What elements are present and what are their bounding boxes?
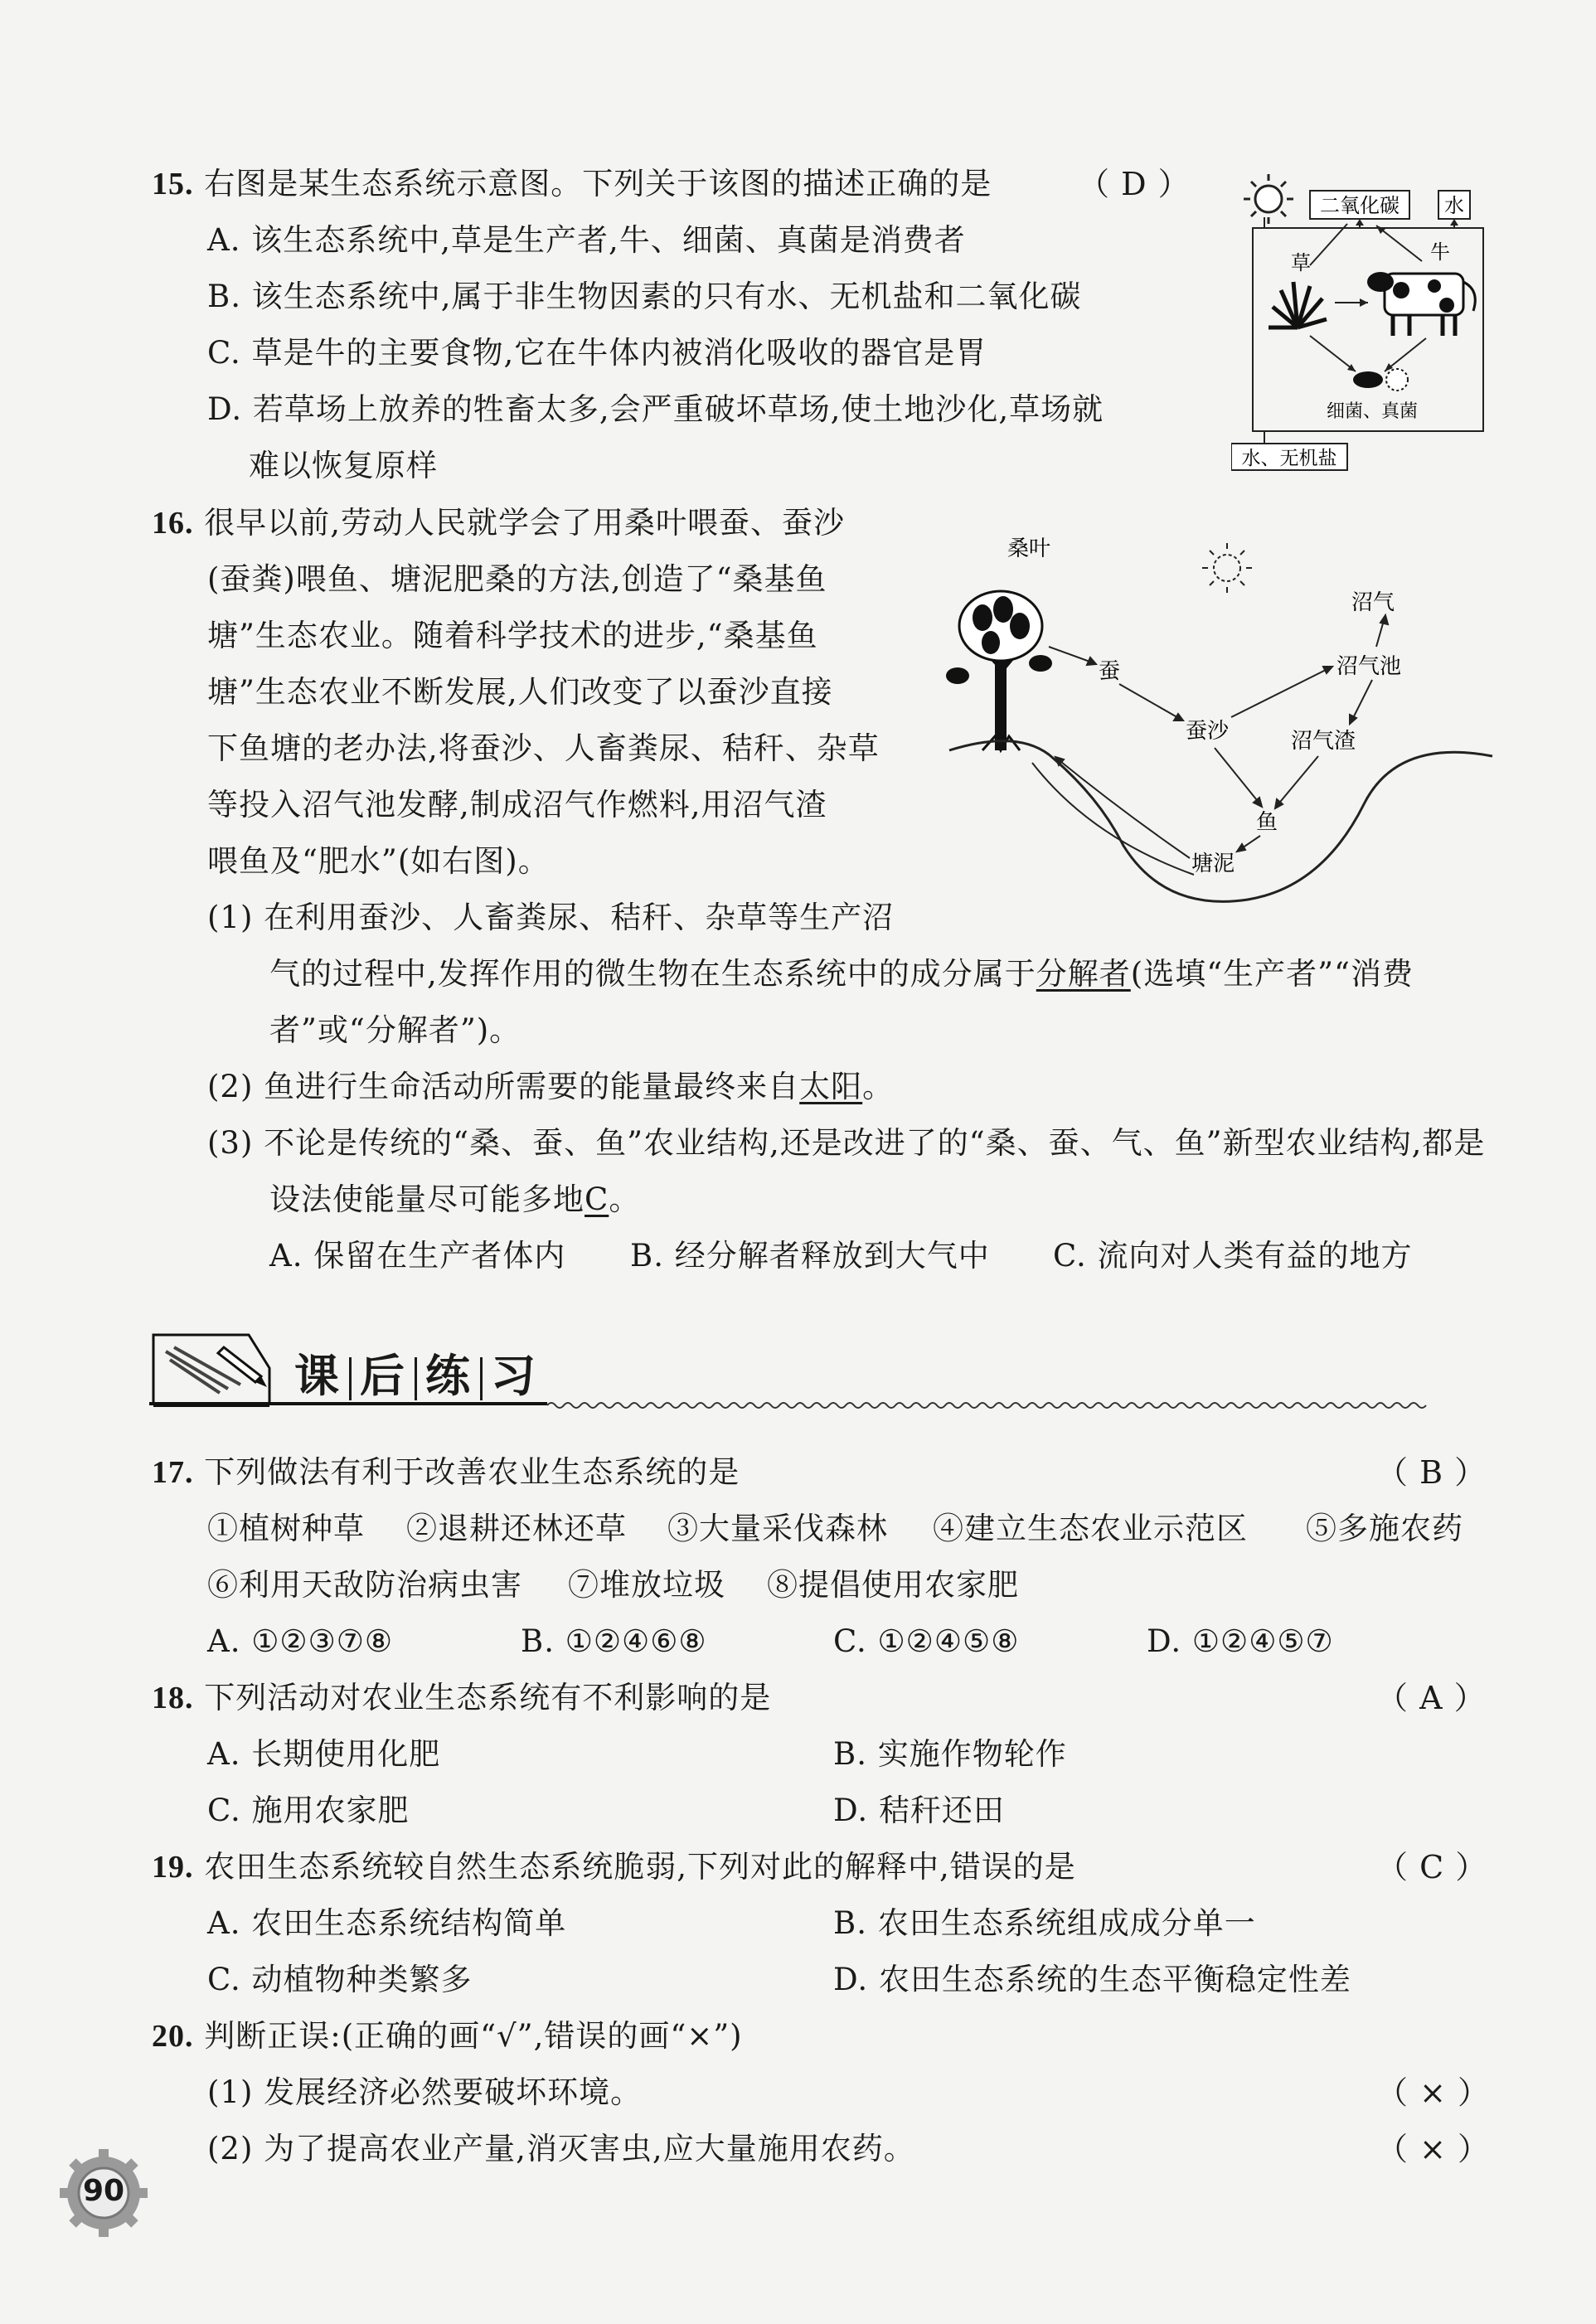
q16-sub2-post: 。 [862,1069,895,1104]
section-title [294,1341,537,1405]
q16-sub2-answer: 太阳 [799,1069,863,1104]
q17-item-7: ⑦堆放垃圾 [568,1567,725,1603]
mulberry-label: 桑叶 [1007,536,1051,561]
silk-sand-label: 蚕沙 [1186,719,1230,744]
q19-option-c: C. 动植物种类繁多 [207,1962,473,1997]
q16-sub3-line1: (3) 不论是传统的“桑、蚕、鱼”农业结构,还是改进了的“桑、蚕、气、鱼”新型农业结构,都是 [207,1125,1486,1161]
section-header [149,1331,1476,1422]
q16-text-5: 下鱼塘的老办法,将蚕沙、人畜粪尿、秸秆、杂草 [207,730,880,766]
section-char-3: 练 [425,1350,472,1402]
q16-text-4: 塘”生态农业不断发展,人们改变了以蚕沙直接 [207,674,833,710]
q17-answer: （ B ） [1376,1454,1487,1491]
silkworm-label: 蚕 [1099,659,1121,684]
q19-number: 19. [152,1850,194,1885]
q15-stem-line [152,156,992,212]
q18-option-c: C. 施用农家肥 [207,1793,410,1828]
q20-item-2: (2) 为了提高农业产量,消灭害虫,应大量施用农药。 [207,2131,915,2166]
q19-stem-line [152,1839,1076,1895]
q18-stem-line [152,1670,771,1726]
q16-sub1-line3: 者”或“分解者”)。 [269,1012,521,1048]
q15-option-d: D. 若草场上放养的牲畜太多,会严重破坏草场,使土地沙化,草场就 [207,391,1104,427]
q18-stem: 下列活动对农业生态系统有不利影响的是 [204,1680,772,1715]
co2-label: 二氧化碳 [1320,194,1400,217]
q20-item-1-answer: （ × ） [1376,2074,1490,2111]
q16-line-1 [152,495,845,551]
q16-sub3-option-a: A. 保留在生产者体内 [269,1238,566,1274]
mulberry-tree-icon [946,591,1052,750]
section-char-4: 习 [491,1350,537,1402]
q19-option-d: D. 农田生态系统的生态平衡稳定性差 [833,1962,1351,1997]
q16-sub2-pre: (2) 鱼进行生命活动所需要的能量最终来自 [207,1069,800,1104]
q15-option-d-cont: 难以恢复原样 [249,448,438,483]
section-underline [149,1397,1476,1422]
q15-option-b: B. 该生态系统中,属于非生物因素的只有水、无机盐和二氧化碳 [207,279,1082,314]
q15-number: 15. [152,167,194,201]
q16-sub3-line2 [269,1172,640,1228]
q20-stem-line [152,2008,743,2064]
pond-mud-label: 塘泥 [1191,851,1235,876]
q15-answer: （ D ） [1078,166,1191,202]
fish-label: 鱼 [1256,810,1278,835]
cow-icon [1367,272,1475,336]
q20-item-2-answer: （ × ） [1376,2131,1490,2167]
q16-text-1: 很早以前,劳动人民就学会了用桑叶喂蚕、蚕沙 [204,505,846,541]
q15-option-a: A. 该生态系统中,草是生产者,牛、细菌、真菌是消费者 [207,222,966,258]
q19-option-b: B. 农田生态系统组成成分单一 [833,1905,1256,1941]
ecosystem-diagram [1231,166,1497,481]
q16-sub1-line1: (1) 在利用蚕沙、人畜粪尿、秸秆、杂草等生产沼 [207,900,895,935]
q16-sub1-post: (选填“生产者”“消费 [1130,956,1414,992]
q18-answer: （ A ） [1376,1680,1487,1716]
q18-number: 18. [152,1681,194,1715]
sun-icon [1202,543,1252,593]
q16-sub1-pre: 气的过程中,发挥作用的微生物在生态系统中的成分属于 [269,956,1036,992]
q18-option-b: B. 实施作物轮作 [833,1736,1067,1772]
biogas-pool-label: 沼气池 [1336,654,1402,679]
q17-item-2: ②退耕还林还草 [406,1511,627,1546]
q19-answer: （ C ） [1376,1849,1488,1885]
q17-option-b: B. ①②④⑥⑧ [521,1623,707,1659]
page-number: 90 [82,2174,125,2208]
q17-item-6: ⑥利用天敌防治病虫害 [207,1567,522,1603]
cow-label: 牛 [1430,240,1450,264]
grass-label: 草 [1291,251,1311,274]
q17-number: 17. [152,1455,194,1490]
q16-sub3-pre: 设法使能量尽可能多地 [269,1181,585,1217]
q19-stem: 农田生态系统较自然生态系统脆弱,下列对此的解释中,错误的是 [204,1849,1076,1885]
q16-sub3-answer: C [585,1181,609,1217]
section-char-2: 后 [360,1350,406,1402]
q16-sub1-line2 [269,946,1414,1002]
q17-item-8: ⑧提倡使用农家肥 [767,1567,1019,1603]
q17-option-a: A. ①②③⑦⑧ [207,1623,394,1659]
q15-stem: 右图是某生态系统示意图。下列关于该图的描述正确的是 [204,166,992,201]
pond-curve [949,741,1492,902]
biogas-label: 沼气 [1351,590,1395,615]
q18-option-a: A. 长期使用化肥 [207,1736,441,1772]
decomposer-icon [1353,369,1408,391]
q17-item-1: ①植树种草 [207,1511,365,1546]
q16-text-2: (蚕粪)喂鱼、塘泥肥桑的方法,创造了“桑基鱼 [207,561,827,597]
q15-option-c: C. 草是牛的主要食物,它在牛体内被消化吸收的器官是胃 [207,335,987,371]
water-salt-label: 水、无机盐 [1241,448,1337,469]
q17-item-4: ④建立生态农业示范区 [933,1511,1248,1546]
page-number-badge [58,2147,149,2239]
section-char-1: 课 [294,1350,341,1402]
q17-stem-line [152,1444,740,1501]
mulberry-fishpond-diagram [933,531,1497,920]
q17-item-5: ⑤多施农药 [1306,1511,1463,1546]
q16-text-3: 塘”生态农业。随着科学技术的进步,“桑基鱼 [207,618,818,653]
q16-sub1-answer: 分解者 [1036,956,1131,992]
q17-stem: 下列做法有利于改善农业生态系统的是 [204,1454,740,1490]
grass-icon [1269,282,1327,327]
q16-sub3-option-b: B. 经分解者释放到大气中 [630,1238,990,1274]
q17-option-c: C. ①②④⑤⑧ [833,1623,1020,1659]
sun-icon [1244,174,1293,224]
q18-option-d: D. 秸秆还田 [833,1793,1005,1828]
decomposer-label: 细菌、真菌 [1327,401,1419,422]
q20-item-1: (1) 发展经济必然要破坏环境。 [207,2074,643,2110]
q20-stem: 判断正误:(正确的画“√”,错误的画“×”) [204,2018,743,2054]
q19-option-a: A. 农田生态系统结构简单 [207,1905,567,1941]
q16-text-6: 等投入沼气池发酵,制成沼气作燃料,用沼气渣 [207,787,827,822]
q20-number: 20. [152,2019,194,2054]
water-label: 水 [1444,194,1464,217]
biogas-residue-label: 沼气渣 [1291,729,1356,754]
q16-number: 16. [152,506,194,541]
q16-sub3-post: 。 [609,1181,641,1217]
q16-sub3-option-c: C. 流向对人类有益的地方 [1053,1238,1413,1274]
q16-sub2 [207,1059,894,1115]
q17-item-3: ③大量采伐森林 [667,1511,888,1546]
q17-option-d: D. ①②④⑤⑦ [1147,1623,1334,1659]
q16-text-7: 喂鱼及“肥水”(如右图)。 [207,843,550,879]
